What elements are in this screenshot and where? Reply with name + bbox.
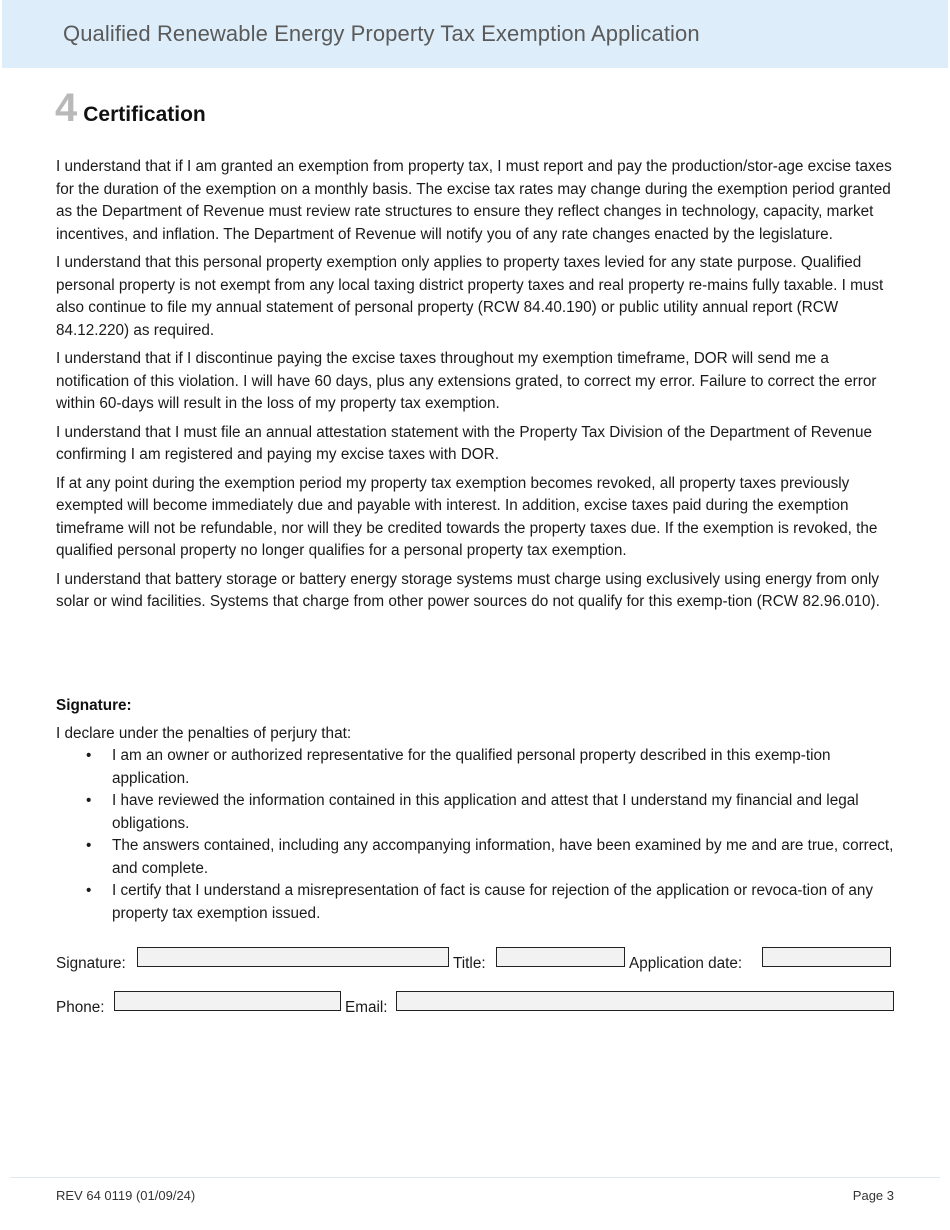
paragraph: I understand that battery storage or battery energy storage systems must charge using exclusively using energy from only solar or wind facilities. Systems that charge from other power sources do not qualify for this exemp-tion (RCW 82.96.010). bbox=[56, 570, 880, 610]
paragraph: I understand that I must file an annual attestation statement with the Property Tax Division of the Department of Revenue confirming I am registered and paying my excise taxes with DOR. bbox=[56, 423, 873, 463]
paragraph: If at any point during the exemption period my property tax exemption becomes revoked, all property taxes previously exempted will become immediately due and payable with interest. In addition, excise taxes paid during the exemption timeframe will not be refundable, nor will they be credited towards the property taxes due. If the exemption is revoked, the qualified personal property no longer qualifies for a personal property tax exemption. bbox=[56, 474, 878, 559]
form-title: Qualified Renewable Energy Property Tax Exemption Application bbox=[63, 21, 700, 46]
declaration-intro: I declare under the penalties of perjury that: bbox=[56, 725, 352, 742]
paragraph: I understand that if I am granted an exemption from property tax, I must report and pay the production/stor-age excise taxes for the duration of the exemption on a monthly basis. The excise tax rates may change during the exemption period granted as the Department of Revenue must review rate structures to ensure they reflect changes in technology, capacity, market incentives, and inflation. The Department of Revenue will notify you of any rate changes enacted by the legislature. bbox=[56, 158, 892, 243]
certification-text bbox=[56, 156, 896, 620]
page-number: Page 3 bbox=[852, 1188, 894, 1203]
section-number: 4 bbox=[55, 86, 78, 130]
declaration-list bbox=[56, 745, 896, 925]
list-item bbox=[56, 835, 896, 880]
list-item bbox=[56, 790, 896, 835]
page-header bbox=[2, 0, 948, 68]
section-title: Certification bbox=[83, 103, 206, 126]
footer-divider bbox=[10, 1177, 940, 1178]
signature-label: Signature: bbox=[56, 955, 126, 972]
list-item bbox=[56, 880, 896, 925]
phone-field[interactable] bbox=[114, 991, 341, 1011]
email-field[interactable] bbox=[396, 991, 894, 1011]
bullet-icon: • bbox=[86, 837, 92, 854]
phone-label: Phone: bbox=[56, 999, 105, 1016]
application-date-label: Application date: bbox=[629, 955, 743, 972]
paragraph: I understand that this personal property exemption only applies to property taxes levied for any state purpose. Qualified personal property is not exempt from any local taxing district property taxes and real property re-mains fully taxable. I must also continue to file my annual statement of personal property (RCW 84.40.190) or public utility annual report (RCW 84.12.220) as required. bbox=[56, 254, 884, 339]
bullet-icon: • bbox=[86, 792, 92, 809]
signature-heading: Signature: bbox=[56, 697, 132, 714]
declaration-text: The answers contained, including any accompanying information, have been examined by me and are true, correct, and complete. bbox=[112, 837, 894, 877]
signature-field[interactable] bbox=[137, 947, 449, 967]
bullet-icon: • bbox=[86, 747, 92, 764]
list-item bbox=[56, 745, 896, 790]
application-date-field[interactable] bbox=[762, 947, 891, 967]
bullet-icon: • bbox=[86, 882, 92, 899]
title-label: Title: bbox=[453, 955, 486, 972]
paragraph: I understand that if I discontinue paying the excise taxes throughout my exemption timeframe, DOR will send me a notification of this violation. I will have 60 days, plus any extensions grated, to correct my error. Failure to correct the error within 60-days will result in the loss of my property tax exemption. bbox=[56, 350, 877, 412]
section-heading bbox=[55, 86, 206, 131]
declaration-text: I am an owner or authorized representative for the qualified personal property described in this exemp-tion application. bbox=[112, 747, 831, 787]
title-field[interactable] bbox=[496, 947, 625, 967]
declaration-text: I certify that I understand a misrepresentation of fact is cause for rejection of the application or revoca-tion of any property tax exemption issued. bbox=[112, 882, 873, 922]
declaration-text: I have reviewed the information contained in this application and attest that I understand my financial and legal obligations. bbox=[112, 792, 859, 832]
form-id: REV 64 0119 (01/09/24) bbox=[56, 1188, 196, 1203]
email-label: Email: bbox=[345, 999, 388, 1016]
